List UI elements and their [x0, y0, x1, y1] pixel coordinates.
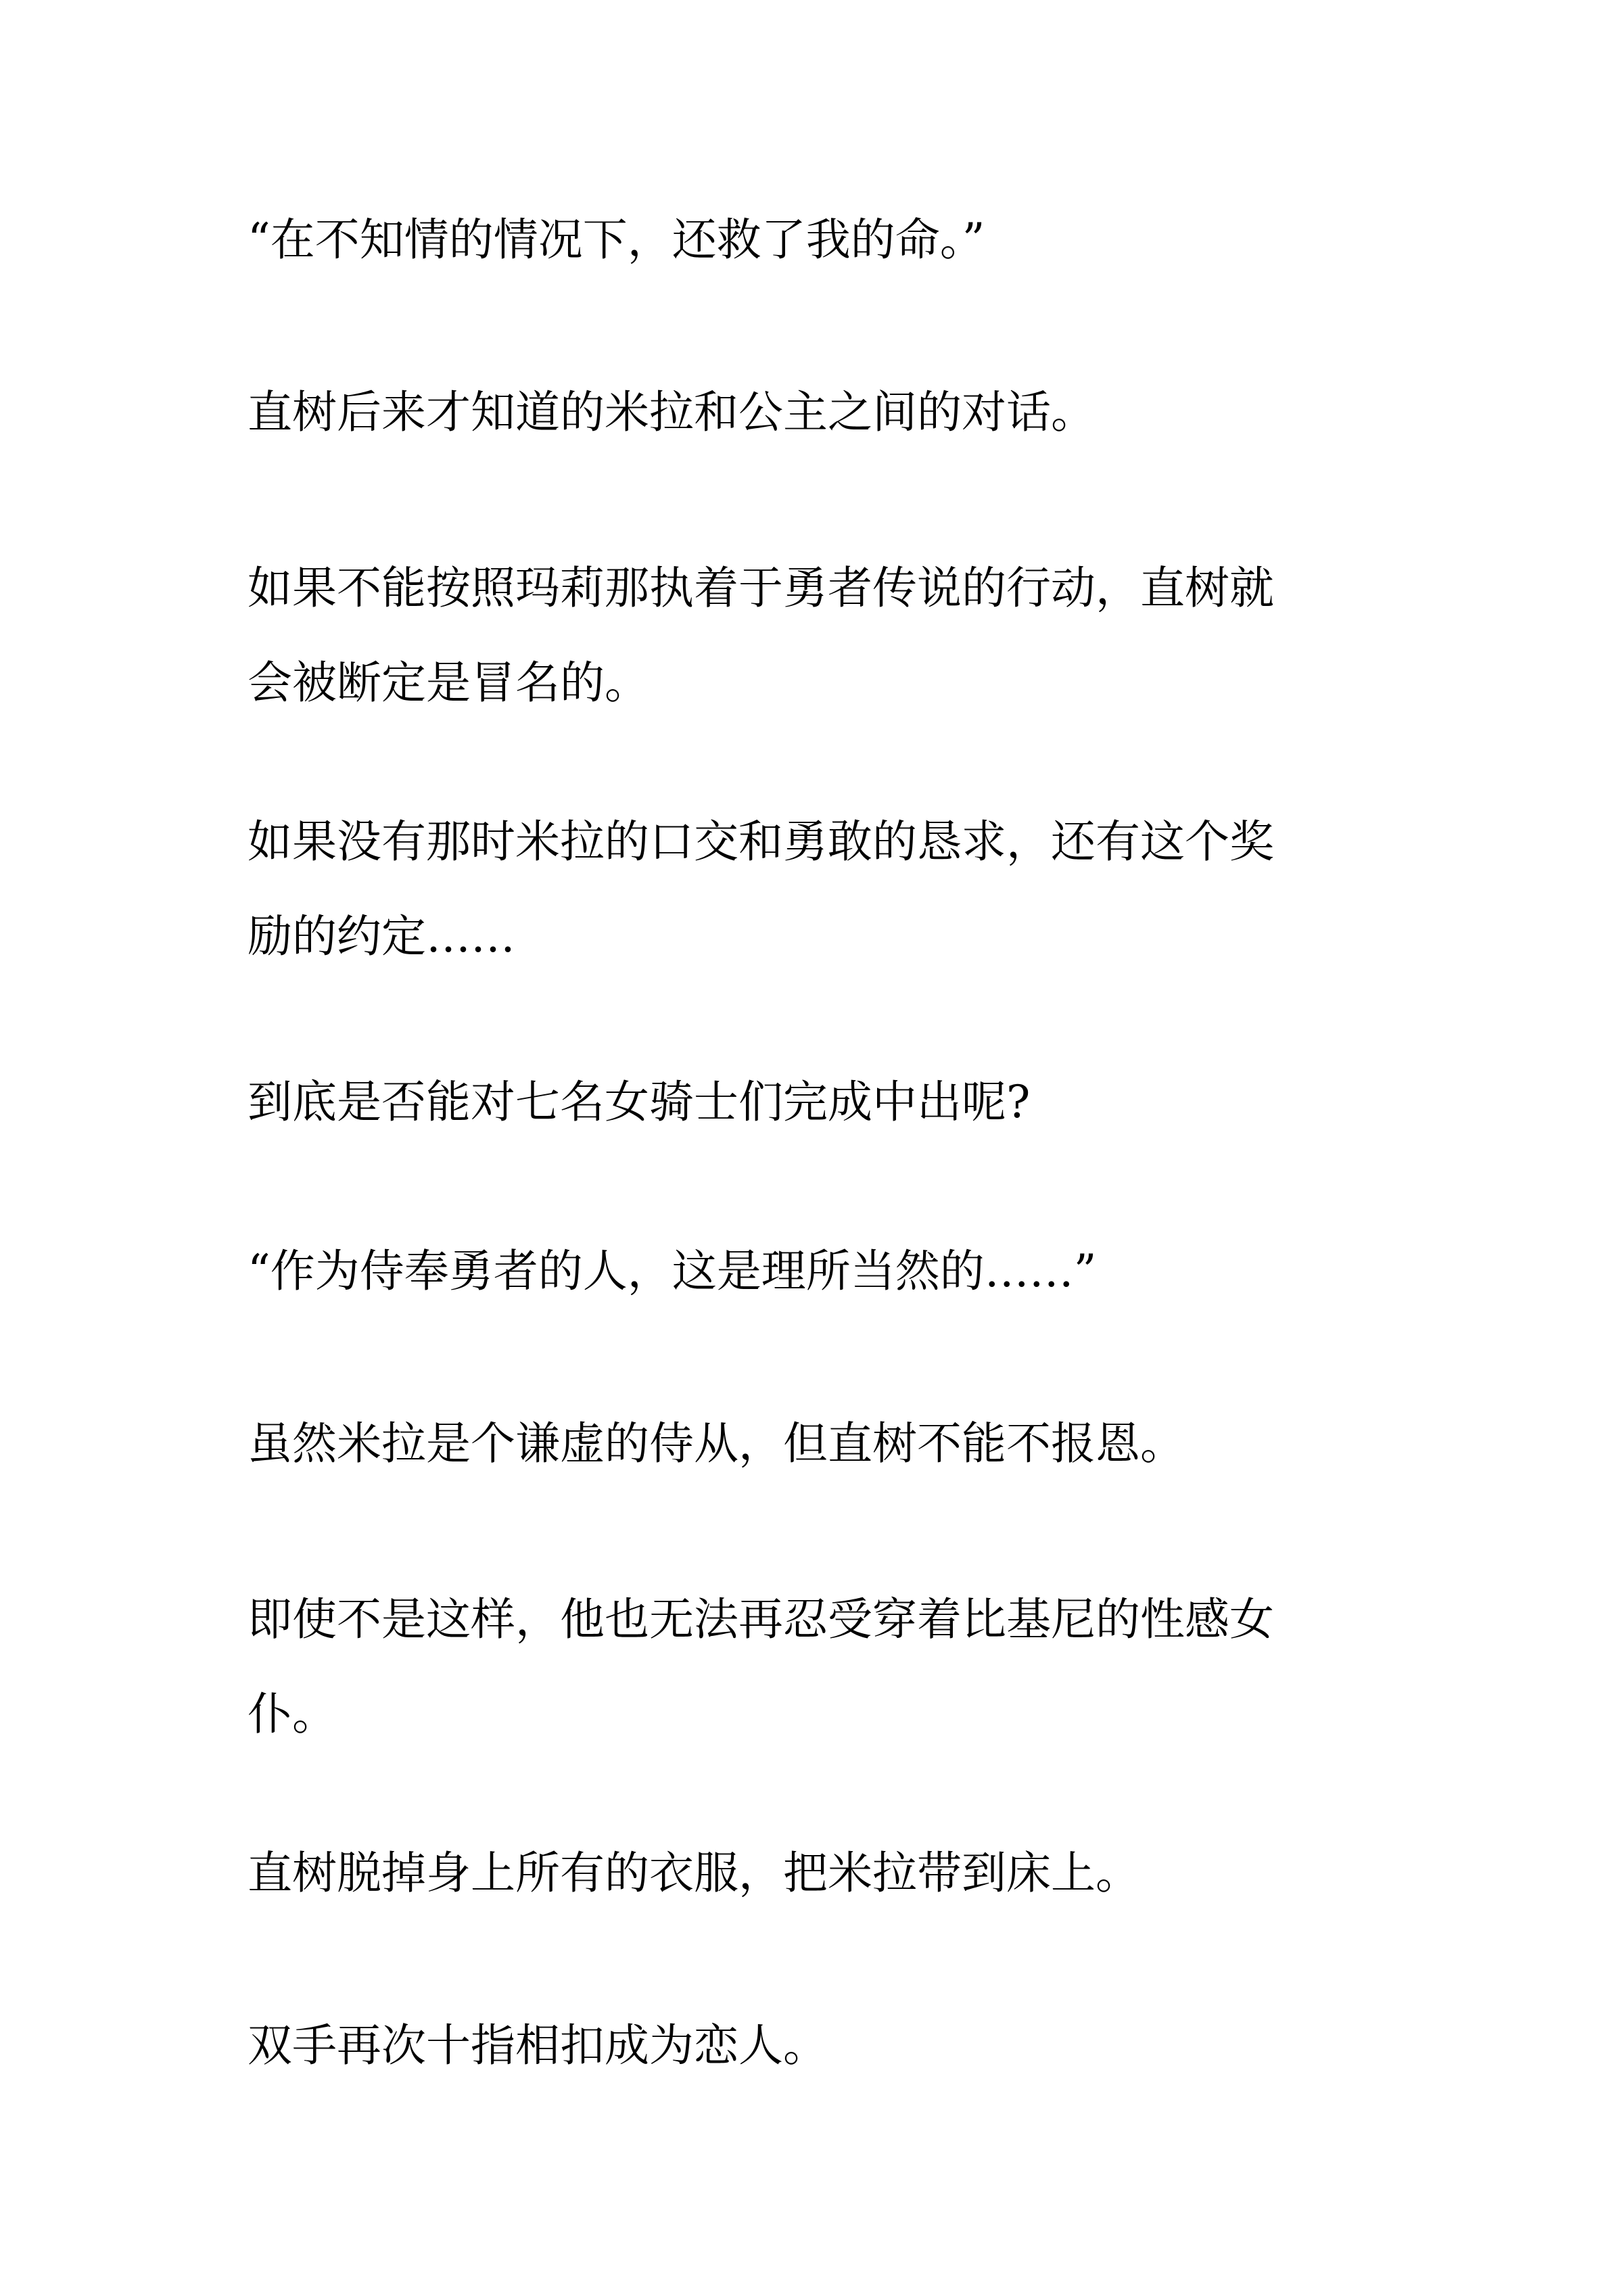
- paragraph-3: [248, 541, 1397, 730]
- paragraph-2: [248, 365, 1397, 460]
- text-line: 直树脱掉身上所有的衣服，把米拉带到床上。: [248, 1847, 1140, 1899]
- paragraph-10: [248, 1998, 1397, 2093]
- paragraph-4: [248, 795, 1397, 984]
- text-line: 虽然米拉是个谦虚的侍从，但直树不能不报恩。: [248, 1418, 1185, 1470]
- text-line: “作为侍奉勇者的人，这是理所当然的……”: [248, 1245, 1097, 1297]
- text-line: “在不知情的情况下，还救了我的命。”: [248, 214, 985, 266]
- text-line: 即使不是这样，他也无法再忍受穿着比基尼的性感女: [248, 1593, 1274, 1645]
- text-line: 如果不能按照玛莉那执着于勇者传说的行动，直树就: [248, 562, 1274, 614]
- paragraph-9: [248, 1826, 1397, 1921]
- text-line: 仆。: [248, 1688, 337, 1740]
- text-line: 到底是否能对七名女骑士们完成中出呢?: [248, 1076, 1031, 1128]
- paragraph-8: [248, 1572, 1397, 1762]
- text-line: 励的约定……: [248, 910, 515, 962]
- text-line: 双手再次十指相扣成为恋人。: [248, 2019, 828, 2071]
- text-line: 如果没有那时米拉的口交和勇敢的恳求，还有这个奖: [248, 816, 1274, 868]
- text-line: 会被断定是冒名的。: [248, 657, 649, 709]
- paragraph-5: [248, 1055, 1397, 1150]
- paragraph-1: [248, 193, 1397, 287]
- paragraph-7: [248, 1397, 1397, 1491]
- text-line: 直树后来才知道的米拉和公主之间的对话。: [248, 386, 1096, 438]
- paragraph-6: [248, 1224, 1397, 1319]
